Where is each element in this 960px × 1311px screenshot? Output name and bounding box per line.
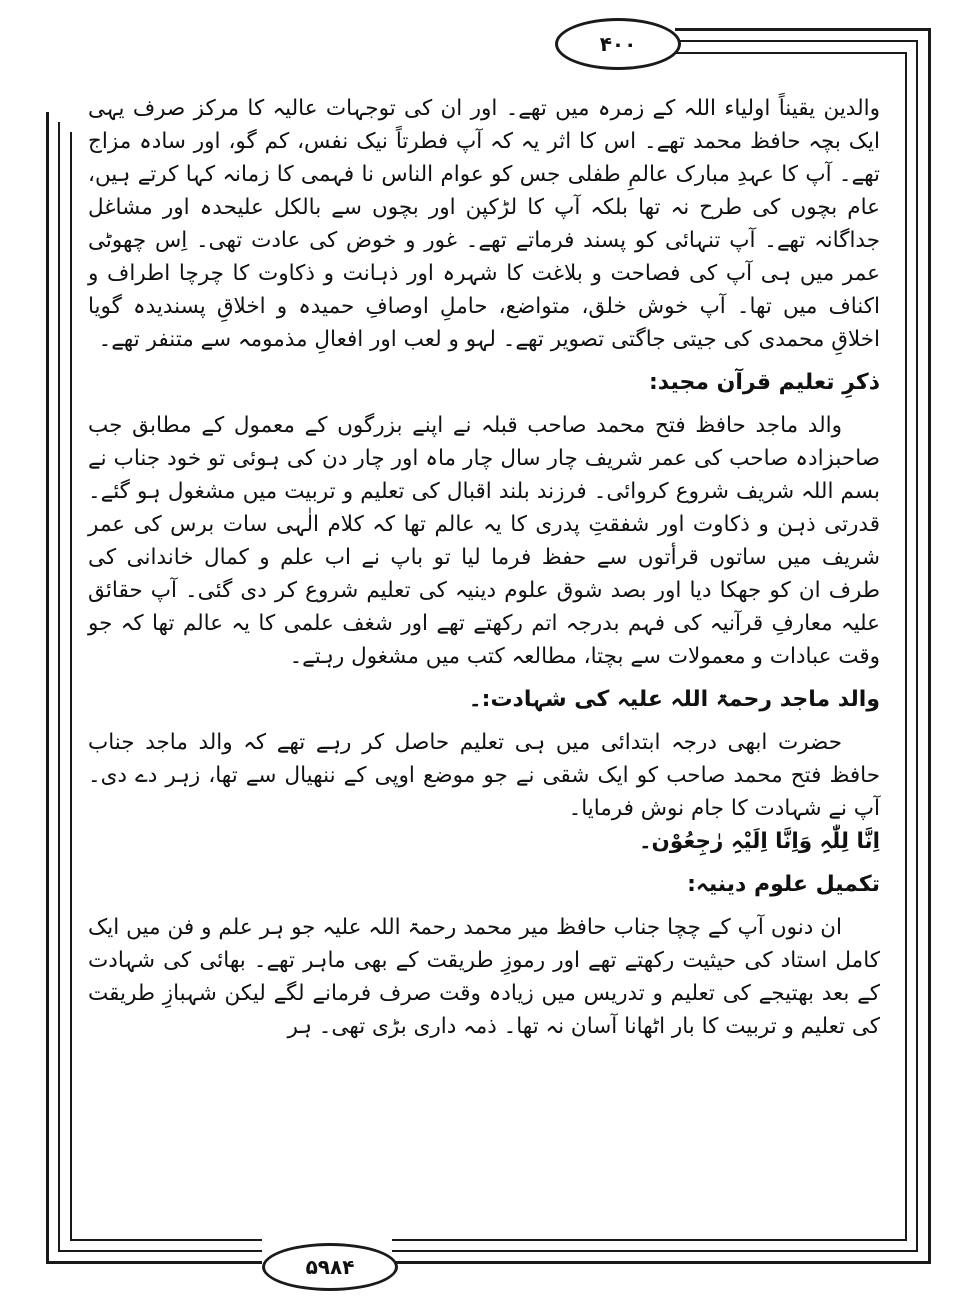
frame-bottom-left-outer [46,1261,262,1264]
quranic-verse: اِنَّا لِلّٰہِ وَاِنَّا اِلَیْہِ رٰجِعُوْن۔ [638,829,880,854]
page-number-top: ۴۰۰ [555,18,681,70]
heading-religious-sciences: تکمیل علوم دینیہ: [687,872,880,897]
heading-quran-education: ذکرِ تعلیم قرآن مجید: [648,370,880,395]
frame-top-inner [675,52,907,54]
frame-left-middle [58,122,60,1252]
frame-right-outer [928,28,931,1263]
frame-right-inner [905,52,907,1240]
frame-bottom-left-middle [58,1250,262,1252]
paragraph-quran-education: والد ماجد حافظ فتح محمد صاحب قبلہ نے اپنے بزرگوں کے معمول کے مطابق جب صاحبزادہ صاحب کی عمر شریف چار سال چار ماہ اور چار دن کی ہوئی تو خود جناب نے بسم اللہ شریف شروع کروائی۔ فرزند بلند اقبال کی تعلیم و تربیت میں مشغول ہو گئے۔ قدرتی ذہن و ذکاوت اور شفقتِ پدری کا یہ عالم تھا کہ کلام الٰہی سات برس کی عمر شریف میں ساتوں قرأتوں سے حفظ فرما لیا تو باپ نے اب علم و کمال خاندانی کی طرف ان کو جھکا دیا اور بصد شوق علوم دینیہ کی تعلیم شروع کر دی گئی۔ آپ حقائق علیہ معارفِ قرآنیہ کی فہم بدرجہ اتم رکھتے تھے اور شغف علمی کا یہ عالم تھا کہ جو وقت عبادات و معمولات سے بچتا، مطالعہ کتب میں مشغول رہتے۔ [88,413,880,669]
paragraph-religious-sciences: ان دنوں آپ کے چچا جناب حافظ میر محمد رحمۃ اللہ علیہ جو ہر علم و فن میں ایک کامل استاد کی حیثیت رکھتے تھے اور رموزِ طریقت کے بھی ماہر تھے۔ بھائی کی شہادت کے بعد بھتیجے کی تعلیم و تدریس میں زیادہ وقت صرف فرمانے لگے لیکن شہبازِ طریقت کی تعلیم و تربیت کا بار اٹھانا آسان نہ تھا۔ ذمہ داری بڑی تھی۔ ہر [88,915,880,1039]
frame-top-middle [675,40,918,42]
page-number-bottom: ۵۹۸۴ [262,1243,398,1291]
frame-left-outer [46,112,49,1262]
frame-bottom-left-inner [70,1239,262,1241]
frame-left-inner [70,132,72,1240]
paragraph-father-martyrdom: حضرت ابھی درجہ ابتدائی میں ہی تعلیم حاصل کر رہے تھے کہ والد ماجد جناب حافظ فتح محمد صاحب کو ایک شقی نے جو موضع اوپی کے ننھیال سے تھا، زہر دے دی۔ آپ نے شہادت کا جام نوش فرمایا۔ [88,730,880,821]
page-body [88,92,880,1043]
frame-right-middle [916,40,918,1252]
frame-bottom-right-outer [392,1261,931,1264]
frame-bottom-right-middle [392,1250,918,1252]
frame-bottom-right-inner [392,1239,907,1241]
paragraph-childhood: والدین یقیناً اولیاء اللہ کے زمرہ میں تھے۔ اور ان کی توجہات عالیہ کا مرکز صرف یہی ایک بچہ حافظ محمد تھے۔ اس کا اثر یہ کہ آپ فطرتاً نیک نفس، کم گو، اور سادہ مزاج تھے۔ آپ کا عہدِ مبارک عالمِ طفلی جس کو عوام الناس نا فہمی کا زمانہ کہا کرتے ہیں، عام بچوں کی طرح نہ تھا بلکہ آپ کا لڑکپن اور بچوں سے بالکل علیحدہ اور مشاغل جداگانہ تھے۔ آپ تنہائی کو پسند فرماتے تھے۔ غور و خوض کی عادت تھی۔ اِس چھوٹی عمر میں ہی آپ کی فصاحت و بلاغت کا شہرہ اور ذہانت و ذکاوت کا چرچا اطراف و اکناف میں تھا۔ آپ خوش خلق، متواضع، حاملِ اوصافِ حمیدہ و اخلاقِ پسندیدہ گویا اخلاقِ محمدی کی جیتی جاگتی تصویر تھے۔ لہو و لعب اور افعالِ مذمومہ سے متنفر تھے۔ [88,96,880,352]
frame-top-outer [675,28,931,31]
heading-father-martyrdom: والد ماجد رحمۃ اللہ علیہ کی شہادت:۔ [468,687,880,712]
